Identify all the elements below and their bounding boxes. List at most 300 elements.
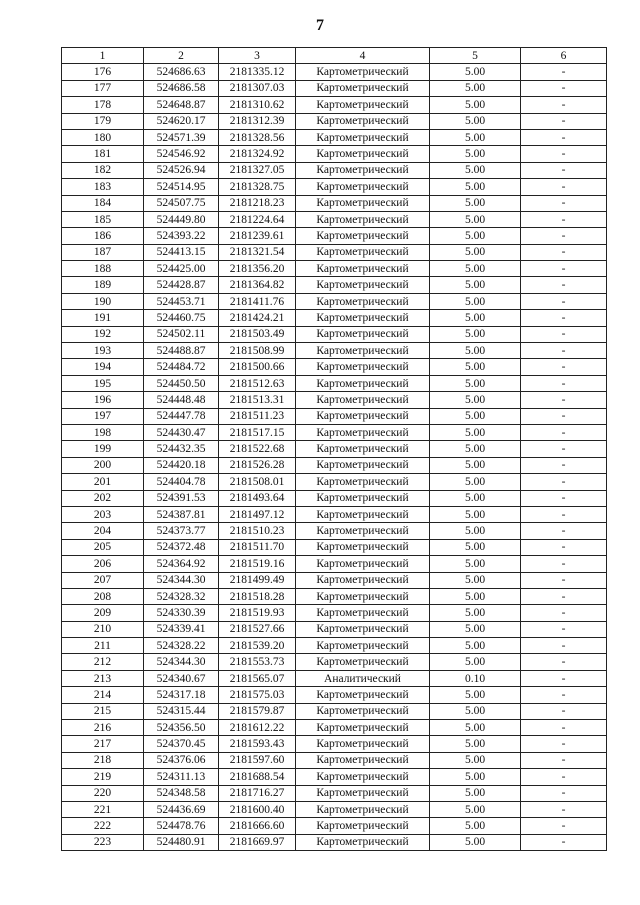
note: - bbox=[521, 293, 607, 309]
note: - bbox=[521, 277, 607, 293]
coordinate-x: 524372.48 bbox=[144, 539, 219, 555]
note: - bbox=[521, 687, 607, 703]
method: Картометрический bbox=[296, 785, 430, 801]
accuracy: 5.00 bbox=[430, 539, 521, 555]
coordinate-y: 2181565.07 bbox=[219, 670, 296, 686]
note: - bbox=[521, 621, 607, 637]
accuracy: 5.00 bbox=[430, 523, 521, 539]
method: Картометрический bbox=[296, 441, 430, 457]
coordinate-y: 2181526.28 bbox=[219, 457, 296, 473]
method: Картометрический bbox=[296, 64, 430, 80]
coordinate-x: 524507.75 bbox=[144, 195, 219, 211]
accuracy: 5.00 bbox=[430, 64, 521, 80]
method: Картометрический bbox=[296, 97, 430, 113]
note: - bbox=[521, 834, 607, 850]
accuracy: 5.00 bbox=[430, 474, 521, 490]
note: - bbox=[521, 457, 607, 473]
table-row bbox=[62, 638, 607, 654]
table-row bbox=[62, 490, 607, 506]
coordinate-y: 2181500.66 bbox=[219, 359, 296, 375]
point-number: 199 bbox=[62, 441, 144, 457]
point-number: 220 bbox=[62, 785, 144, 801]
point-number: 217 bbox=[62, 736, 144, 752]
method: Картометрический bbox=[296, 818, 430, 834]
note: - bbox=[521, 670, 607, 686]
table-row bbox=[62, 801, 607, 817]
column-number: 1 bbox=[62, 48, 144, 64]
coordinate-x: 524391.53 bbox=[144, 490, 219, 506]
coordinate-y: 2181224.64 bbox=[219, 211, 296, 227]
table-row bbox=[62, 621, 607, 637]
accuracy: 5.00 bbox=[430, 490, 521, 506]
method: Картометрический bbox=[296, 392, 430, 408]
note: - bbox=[521, 801, 607, 817]
table-row bbox=[62, 408, 607, 424]
method: Картометрический bbox=[296, 703, 430, 719]
accuracy: 5.00 bbox=[430, 752, 521, 768]
note: - bbox=[521, 588, 607, 604]
coordinate-y: 2181503.49 bbox=[219, 326, 296, 342]
point-number: 184 bbox=[62, 195, 144, 211]
point-number: 194 bbox=[62, 359, 144, 375]
method: Картометрический bbox=[296, 408, 430, 424]
method: Картометрический bbox=[296, 129, 430, 145]
coordinate-y: 2181328.56 bbox=[219, 129, 296, 145]
method: Картометрический bbox=[296, 834, 430, 850]
coordinate-x: 524484.72 bbox=[144, 359, 219, 375]
point-number: 219 bbox=[62, 769, 144, 785]
method: Картометрический bbox=[296, 801, 430, 817]
coordinate-x: 524447.78 bbox=[144, 408, 219, 424]
method: Картометрический bbox=[296, 375, 430, 391]
method: Картометрический bbox=[296, 146, 430, 162]
accuracy: 5.00 bbox=[430, 179, 521, 195]
method: Картометрический bbox=[296, 162, 430, 178]
note: - bbox=[521, 572, 607, 588]
point-number: 209 bbox=[62, 605, 144, 621]
point-number: 183 bbox=[62, 179, 144, 195]
table-row bbox=[62, 556, 607, 572]
table-row bbox=[62, 326, 607, 342]
accuracy: 5.00 bbox=[430, 408, 521, 424]
coordinate-x: 524387.81 bbox=[144, 506, 219, 522]
table-row bbox=[62, 244, 607, 260]
coordinate-y: 2181600.40 bbox=[219, 801, 296, 817]
accuracy: 5.00 bbox=[430, 687, 521, 703]
coordinate-x: 524330.39 bbox=[144, 605, 219, 621]
coordinate-y: 2181218.23 bbox=[219, 195, 296, 211]
note: - bbox=[521, 752, 607, 768]
note: - bbox=[521, 408, 607, 424]
accuracy: 5.00 bbox=[430, 506, 521, 522]
point-number: 179 bbox=[62, 113, 144, 129]
table-row bbox=[62, 703, 607, 719]
accuracy: 5.00 bbox=[430, 621, 521, 637]
table-row bbox=[62, 129, 607, 145]
table-row bbox=[62, 179, 607, 195]
point-number: 214 bbox=[62, 687, 144, 703]
method: Картометрический bbox=[296, 80, 430, 96]
point-number: 193 bbox=[62, 343, 144, 359]
note: - bbox=[521, 375, 607, 391]
coordinate-x: 524340.67 bbox=[144, 670, 219, 686]
note: - bbox=[521, 818, 607, 834]
coordinate-y: 2181716.27 bbox=[219, 785, 296, 801]
note: - bbox=[521, 523, 607, 539]
coordinate-x: 524436.69 bbox=[144, 801, 219, 817]
coordinate-x: 524448.48 bbox=[144, 392, 219, 408]
point-number: 210 bbox=[62, 621, 144, 637]
point-number: 207 bbox=[62, 572, 144, 588]
coordinate-y: 2181364.82 bbox=[219, 277, 296, 293]
coordinate-y: 2181513.31 bbox=[219, 392, 296, 408]
point-number: 196 bbox=[62, 392, 144, 408]
note: - bbox=[521, 228, 607, 244]
table-header-row bbox=[62, 48, 607, 64]
point-number: 203 bbox=[62, 506, 144, 522]
accuracy: 5.00 bbox=[430, 834, 521, 850]
method: Картометрический bbox=[296, 310, 430, 326]
method: Картометрический bbox=[296, 720, 430, 736]
table-row bbox=[62, 375, 607, 391]
coordinate-y: 2181669.97 bbox=[219, 834, 296, 850]
accuracy: 5.00 bbox=[430, 129, 521, 145]
coordinate-y: 2181424.21 bbox=[219, 310, 296, 326]
accuracy: 5.00 bbox=[430, 736, 521, 752]
method: Картометрический bbox=[296, 572, 430, 588]
coordinate-x: 524502.11 bbox=[144, 326, 219, 342]
table-row bbox=[62, 818, 607, 834]
coordinate-x: 524328.32 bbox=[144, 588, 219, 604]
coordinate-y: 2181688.54 bbox=[219, 769, 296, 785]
coordinate-y: 2181493.64 bbox=[219, 490, 296, 506]
coordinate-x: 524432.35 bbox=[144, 441, 219, 457]
method: Картометрический bbox=[296, 556, 430, 572]
coordinate-y: 2181597.60 bbox=[219, 752, 296, 768]
point-number: 208 bbox=[62, 588, 144, 604]
coordinate-y: 2181666.60 bbox=[219, 818, 296, 834]
note: - bbox=[521, 179, 607, 195]
coordinate-x: 524514.95 bbox=[144, 179, 219, 195]
note: - bbox=[521, 556, 607, 572]
note: - bbox=[521, 785, 607, 801]
table-row bbox=[62, 359, 607, 375]
point-number: 206 bbox=[62, 556, 144, 572]
note: - bbox=[521, 129, 607, 145]
point-number: 188 bbox=[62, 261, 144, 277]
accuracy: 5.00 bbox=[430, 359, 521, 375]
note: - bbox=[521, 146, 607, 162]
coordinate-y: 2181593.43 bbox=[219, 736, 296, 752]
note: - bbox=[521, 441, 607, 457]
point-number: 204 bbox=[62, 523, 144, 539]
coordinate-y: 2181307.03 bbox=[219, 80, 296, 96]
coordinate-x: 524376.06 bbox=[144, 752, 219, 768]
table-row bbox=[62, 64, 607, 80]
method: Картометрический bbox=[296, 588, 430, 604]
note: - bbox=[521, 720, 607, 736]
note: - bbox=[521, 638, 607, 654]
table-row bbox=[62, 228, 607, 244]
table-row bbox=[62, 113, 607, 129]
table-row bbox=[62, 588, 607, 604]
point-number: 187 bbox=[62, 244, 144, 260]
accuracy: 5.00 bbox=[430, 375, 521, 391]
table-row bbox=[62, 392, 607, 408]
note: - bbox=[521, 97, 607, 113]
accuracy: 5.00 bbox=[430, 343, 521, 359]
note: - bbox=[521, 736, 607, 752]
coordinate-y: 2181511.23 bbox=[219, 408, 296, 424]
note: - bbox=[521, 162, 607, 178]
table-row bbox=[62, 457, 607, 473]
table-row bbox=[62, 80, 607, 96]
accuracy: 0.10 bbox=[430, 670, 521, 686]
point-number: 212 bbox=[62, 654, 144, 670]
coordinate-x: 524480.91 bbox=[144, 834, 219, 850]
method: Картометрический bbox=[296, 769, 430, 785]
coordinate-y: 2181527.66 bbox=[219, 621, 296, 637]
table-row bbox=[62, 834, 607, 850]
point-number: 221 bbox=[62, 801, 144, 817]
coordinate-x: 524546.92 bbox=[144, 146, 219, 162]
coordinate-x: 524344.30 bbox=[144, 572, 219, 588]
coordinate-y: 2181312.39 bbox=[219, 113, 296, 129]
note: - bbox=[521, 113, 607, 129]
method: Картометрический bbox=[296, 228, 430, 244]
coordinate-x: 524413.15 bbox=[144, 244, 219, 260]
coordinate-x: 524356.50 bbox=[144, 720, 219, 736]
coordinate-y: 2181510.23 bbox=[219, 523, 296, 539]
point-number: 197 bbox=[62, 408, 144, 424]
accuracy: 5.00 bbox=[430, 113, 521, 129]
point-number: 185 bbox=[62, 211, 144, 227]
accuracy: 5.00 bbox=[430, 195, 521, 211]
coordinate-y: 2181579.87 bbox=[219, 703, 296, 719]
coordinate-x: 524686.58 bbox=[144, 80, 219, 96]
column-number: 2 bbox=[144, 48, 219, 64]
note: - bbox=[521, 80, 607, 96]
point-number: 211 bbox=[62, 638, 144, 654]
accuracy: 5.00 bbox=[430, 162, 521, 178]
coordinate-x: 524620.17 bbox=[144, 113, 219, 129]
accuracy: 5.00 bbox=[430, 293, 521, 309]
table-row bbox=[62, 424, 607, 440]
note: - bbox=[521, 506, 607, 522]
coordinate-y: 2181553.73 bbox=[219, 654, 296, 670]
coordinate-x: 524478.76 bbox=[144, 818, 219, 834]
coordinate-y: 2181522.68 bbox=[219, 441, 296, 457]
point-number: 190 bbox=[62, 293, 144, 309]
method: Картометрический bbox=[296, 359, 430, 375]
point-number: 195 bbox=[62, 375, 144, 391]
coordinate-y: 2181321.54 bbox=[219, 244, 296, 260]
method: Картометрический bbox=[296, 523, 430, 539]
accuracy: 5.00 bbox=[430, 457, 521, 473]
coordinate-x: 524648.87 bbox=[144, 97, 219, 113]
method: Картометрический bbox=[296, 277, 430, 293]
note: - bbox=[521, 605, 607, 621]
note: - bbox=[521, 310, 607, 326]
note: - bbox=[521, 769, 607, 785]
coordinate-x: 524370.45 bbox=[144, 736, 219, 752]
coordinate-y: 2181497.12 bbox=[219, 506, 296, 522]
table-row bbox=[62, 687, 607, 703]
table-row bbox=[62, 605, 607, 621]
point-number: 205 bbox=[62, 539, 144, 555]
method: Картометрический bbox=[296, 506, 430, 522]
method: Картометрический bbox=[296, 474, 430, 490]
coordinate-y: 2181575.03 bbox=[219, 687, 296, 703]
accuracy: 5.00 bbox=[430, 720, 521, 736]
point-number: 186 bbox=[62, 228, 144, 244]
table-row bbox=[62, 572, 607, 588]
accuracy: 5.00 bbox=[430, 638, 521, 654]
coordinate-x: 524686.63 bbox=[144, 64, 219, 80]
coordinate-y: 2181310.62 bbox=[219, 97, 296, 113]
table-row bbox=[62, 720, 607, 736]
table-row bbox=[62, 539, 607, 555]
point-number: 192 bbox=[62, 326, 144, 342]
method: Картометрический bbox=[296, 113, 430, 129]
point-number: 180 bbox=[62, 129, 144, 145]
point-number: 223 bbox=[62, 834, 144, 850]
accuracy: 5.00 bbox=[430, 146, 521, 162]
column-number: 3 bbox=[219, 48, 296, 64]
coordinate-x: 524404.78 bbox=[144, 474, 219, 490]
method: Картометрический bbox=[296, 654, 430, 670]
method: Картометрический bbox=[296, 736, 430, 752]
coordinate-y: 2181328.75 bbox=[219, 179, 296, 195]
coordinate-y: 2181612.22 bbox=[219, 720, 296, 736]
accuracy: 5.00 bbox=[430, 211, 521, 227]
point-number: 200 bbox=[62, 457, 144, 473]
method: Картометрический bbox=[296, 261, 430, 277]
table-row bbox=[62, 441, 607, 457]
note: - bbox=[521, 211, 607, 227]
note: - bbox=[521, 261, 607, 277]
table-row bbox=[62, 261, 607, 277]
coordinate-y: 2181517.15 bbox=[219, 424, 296, 440]
note: - bbox=[521, 64, 607, 80]
column-number: 4 bbox=[296, 48, 430, 64]
table-row bbox=[62, 670, 607, 686]
point-number: 191 bbox=[62, 310, 144, 326]
table-row bbox=[62, 293, 607, 309]
accuracy: 5.00 bbox=[430, 424, 521, 440]
method: Картометрический bbox=[296, 293, 430, 309]
page-number: 7 bbox=[316, 17, 324, 34]
coordinate-y: 2181508.01 bbox=[219, 474, 296, 490]
point-number: 216 bbox=[62, 720, 144, 736]
table-row bbox=[62, 654, 607, 670]
point-number: 198 bbox=[62, 424, 144, 440]
note: - bbox=[521, 195, 607, 211]
accuracy: 5.00 bbox=[430, 277, 521, 293]
coordinate-x: 524393.22 bbox=[144, 228, 219, 244]
coordinate-x: 524571.39 bbox=[144, 129, 219, 145]
coordinate-x: 524328.22 bbox=[144, 638, 219, 654]
coordinate-x: 524311.13 bbox=[144, 769, 219, 785]
table-row bbox=[62, 769, 607, 785]
coordinate-x: 524430.47 bbox=[144, 424, 219, 440]
note: - bbox=[521, 424, 607, 440]
coordinate-x: 524526.94 bbox=[144, 162, 219, 178]
coordinate-y: 2181324.92 bbox=[219, 146, 296, 162]
method: Аналитический bbox=[296, 670, 430, 686]
accuracy: 5.00 bbox=[430, 818, 521, 834]
note: - bbox=[521, 359, 607, 375]
accuracy: 5.00 bbox=[430, 588, 521, 604]
point-number: 222 bbox=[62, 818, 144, 834]
note: - bbox=[521, 326, 607, 342]
coordinate-x: 524425.00 bbox=[144, 261, 219, 277]
point-number: 215 bbox=[62, 703, 144, 719]
accuracy: 5.00 bbox=[430, 261, 521, 277]
coordinate-x: 524450.50 bbox=[144, 375, 219, 391]
coordinates-table bbox=[61, 47, 607, 851]
point-number: 181 bbox=[62, 146, 144, 162]
table-row bbox=[62, 506, 607, 522]
method: Картометрический bbox=[296, 605, 430, 621]
table-row bbox=[62, 211, 607, 227]
accuracy: 5.00 bbox=[430, 556, 521, 572]
point-number: 178 bbox=[62, 97, 144, 113]
coordinate-x: 524460.75 bbox=[144, 310, 219, 326]
note: - bbox=[521, 343, 607, 359]
method: Картометрический bbox=[296, 195, 430, 211]
table-row bbox=[62, 97, 607, 113]
column-number: 6 bbox=[521, 48, 607, 64]
coordinate-y: 2181327.05 bbox=[219, 162, 296, 178]
accuracy: 5.00 bbox=[430, 654, 521, 670]
accuracy: 5.00 bbox=[430, 769, 521, 785]
method: Картометрический bbox=[296, 621, 430, 637]
table-row bbox=[62, 343, 607, 359]
point-number: 189 bbox=[62, 277, 144, 293]
point-number: 176 bbox=[62, 64, 144, 80]
coordinate-x: 524364.92 bbox=[144, 556, 219, 572]
coordinate-y: 2181335.12 bbox=[219, 64, 296, 80]
accuracy: 5.00 bbox=[430, 801, 521, 817]
method: Картометрический bbox=[296, 424, 430, 440]
table-row bbox=[62, 146, 607, 162]
table-row bbox=[62, 162, 607, 178]
coordinate-y: 2181499.49 bbox=[219, 572, 296, 588]
column-number: 5 bbox=[430, 48, 521, 64]
table-row bbox=[62, 752, 607, 768]
note: - bbox=[521, 490, 607, 506]
point-number: 177 bbox=[62, 80, 144, 96]
accuracy: 5.00 bbox=[430, 326, 521, 342]
note: - bbox=[521, 474, 607, 490]
method: Картометрический bbox=[296, 687, 430, 703]
point-number: 182 bbox=[62, 162, 144, 178]
method: Картометрический bbox=[296, 490, 430, 506]
coordinate-x: 524449.80 bbox=[144, 211, 219, 227]
coordinate-x: 524420.18 bbox=[144, 457, 219, 473]
coordinate-x: 524348.58 bbox=[144, 785, 219, 801]
table-row bbox=[62, 474, 607, 490]
coordinate-x: 524453.71 bbox=[144, 293, 219, 309]
note: - bbox=[521, 539, 607, 555]
coordinate-y: 2181518.28 bbox=[219, 588, 296, 604]
point-number: 202 bbox=[62, 490, 144, 506]
accuracy: 5.00 bbox=[430, 80, 521, 96]
accuracy: 5.00 bbox=[430, 97, 521, 113]
method: Картометрический bbox=[296, 539, 430, 555]
accuracy: 5.00 bbox=[430, 572, 521, 588]
